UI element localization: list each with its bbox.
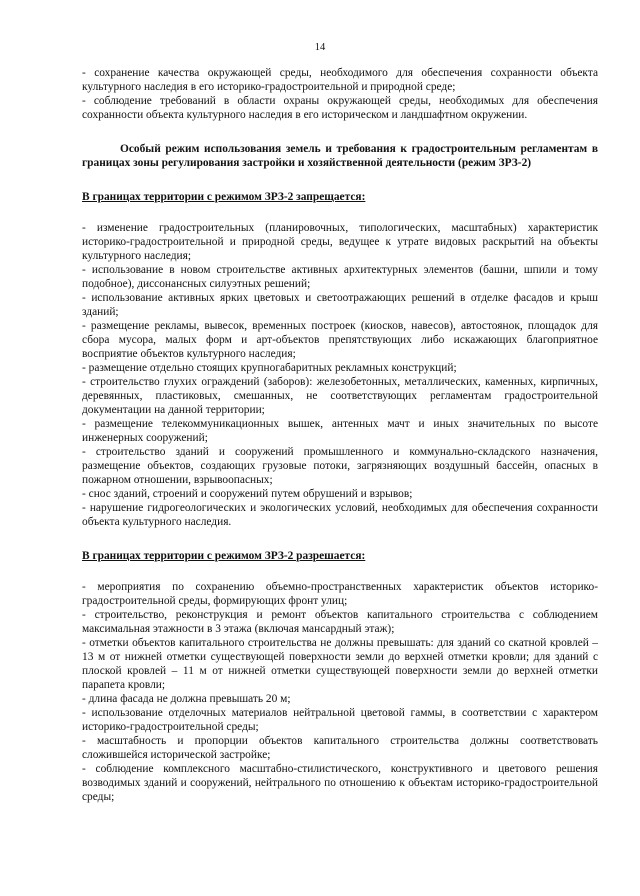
- permitted-item: - мероприятия по сохранению объемно-пространственных характеристик объектов историко-градостроительной среды, формирующих фронт улиц;: [82, 581, 598, 607]
- prohibited-item: - использование активных ярких цветовых и светоотражающих решений в отделке фасадов и крыш зданий;: [82, 292, 598, 318]
- permitted-item: - строительство, реконструкция и ремонт объектов капитального строительства с соблюдением максимальная этажности в 3 этажа (включая мансардный этаж);: [82, 609, 598, 635]
- intro-item: - соблюдение требований в области охраны окружающей среды, необходимых для обеспечения сохранности объекта культурного наследия в его историческом и ландшафтном окружении.: [82, 95, 598, 121]
- prohibited-item: - размещение рекламы, вывесок, временных построек (киосков, навесов), автостоянок, площадок для сбора мусора, малых форм и арт-объектов препятствующих либо искажающих благоприятное восприятие объектов культурного наследия;: [82, 320, 598, 360]
- prohibited-item: - размещение телекоммуникационных вышек, антенных мачт и иных значительных по высоте инженерных сооружений;: [82, 418, 598, 444]
- spacer: [82, 529, 598, 549]
- spacer: [82, 122, 598, 142]
- spacer: [82, 170, 598, 190]
- prohibited-heading: В границах территории с режимом ЗРЗ-2 запрещается:: [82, 191, 366, 203]
- prohibited-item: - строительство зданий и сооружений промышленного и коммунально-складского назначения, размещение объектов, создающих грузовые потоки, загрязняющих воздушный бассейн, опасных в пожарном отношении, взрывоопасных;: [82, 446, 598, 486]
- page-content: [82, 66, 598, 804]
- intro-item: - сохранение качества окружающей среды, необходимого для обеспечения сохранности объекта культурного наследия в его историко-градостроительной и природной среде;: [82, 67, 598, 93]
- permitted-item: - масштабность и пропорции объектов капитального строительства должны соответствовать сложившейся исторической застройке;: [82, 735, 598, 761]
- prohibited-item: - снос зданий, строений и сооружений путем обрушений и взрывов;: [82, 488, 413, 500]
- prohibited-list: [82, 221, 598, 529]
- permitted-list: [82, 580, 598, 804]
- section-heading: Особый режим использования земель и требования к градостроительным регламентам в границах зоны регулирования застройки и хозяйственной деятельности (режим ЗРЗ-2): [82, 143, 598, 169]
- permitted-item: - длина фасада не должна превышать 20 м;: [82, 693, 291, 705]
- permitted-item: - отметки объектов капитального строительства не должны превышать: для зданий со скатной кровлей – 13 м от нижней отметки существующей поверхности земли до верхней отметки кровли; для зданий с плоской кровлей – 11 м от нижней отметки существующей поверхности земли до верхней отметки парапета кровли;: [82, 637, 598, 691]
- spacer: [82, 563, 598, 580]
- prohibited-item: - строительство глухих ограждений (заборов): железобетонных, металлических, каменных, кирпичных, деревянных, пластиковых, смешанных, не соответствующих регламентам градостроительной документации на данной территории;: [82, 376, 598, 416]
- prohibited-item: - использование в новом строительстве активных архитектурных элементов (башни, шпили и тому подобное), диссонансных силуэтных решений;: [82, 264, 598, 290]
- prohibited-item: - нарушение гидрогеологических и экологических условий, необходимых для обеспечения сохранности объекта культурного наследия.: [82, 502, 598, 528]
- prohibited-item: - изменение градостроительных (планировочных, типологических, масштабных) характеристик историко-градостроительной и природной среды, ведущее к утрате видовых раскрытий на объекты культурного наследия;: [82, 222, 598, 262]
- permitted-heading: В границах территории с режимом ЗРЗ-2 разрешается:: [82, 550, 366, 562]
- spacer: [82, 204, 598, 221]
- permitted-item: - использование отделочных материалов нейтральной цветовой гаммы, в соответствии с характером историко-градостроительной среды;: [82, 707, 598, 733]
- page-number: 14: [314, 42, 326, 53]
- permitted-item: - соблюдение комплексного масштабно-стилистического, конструктивного и цветового решения возводимых зданий и сооружений, нейтрального по отношению к объектам историко-градостроительной среды;: [82, 763, 598, 803]
- prohibited-item: - размещение отдельно стоящих крупногабаритных рекламных конструкций;: [82, 362, 457, 374]
